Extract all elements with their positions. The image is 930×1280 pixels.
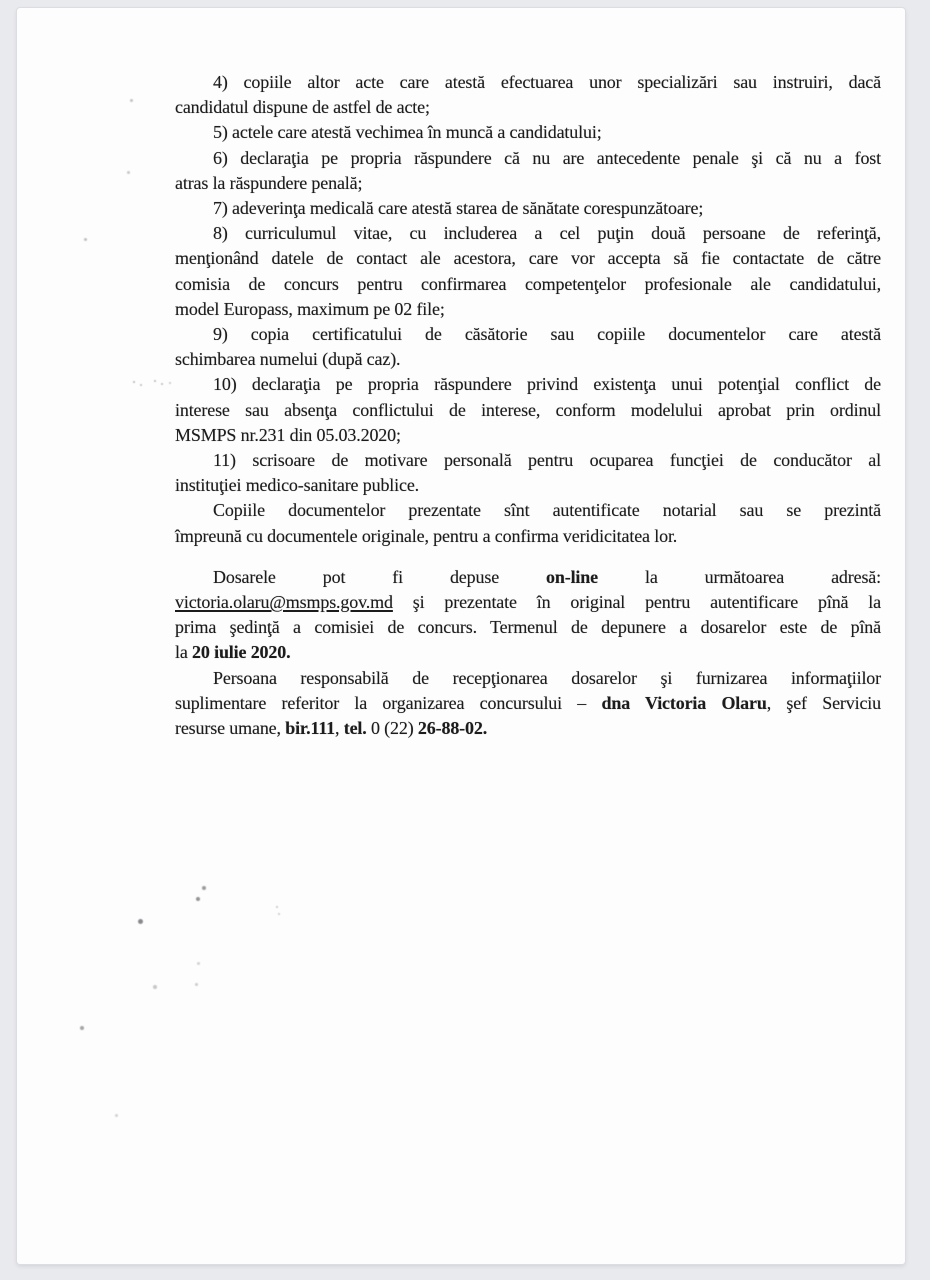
text-segment: 20 iulie 2020. — [192, 642, 291, 663]
scan-speckle — [130, 99, 133, 102]
text-line-1 — [175, 70, 881, 95]
scan-speckle — [278, 913, 280, 915]
text-segment: 6) declaraţia pe propria răspundere că nu are antecedente penale şi că nu a fost — [213, 147, 881, 168]
scan-speckle — [115, 1114, 118, 1117]
text-line-19 — [175, 524, 881, 549]
scan-speckle — [202, 886, 206, 890]
text-segment: prima şedinţă a comisiei de concurs. Termenul de depunere a dosarelor este de pînă — [175, 617, 881, 638]
document-text-block — [175, 70, 881, 741]
text-segment: candidatul dispune de astfel de acte; — [175, 97, 430, 118]
text-segment: dna Victoria Olaru — [601, 692, 767, 713]
text-segment: tel. — [343, 718, 367, 739]
text-segment: MSMPS nr.231 din 05.03.2020; — [175, 424, 401, 445]
scan-speckle — [276, 906, 278, 908]
text-segment: 10) declaraţia pe propria răspundere privind existenţa unui potenţial conflict de — [213, 374, 881, 395]
text-segment: , şef Serviciu — [766, 692, 881, 713]
text-segment: 26-88-02. — [417, 718, 488, 739]
text-segment: atras la răspundere penală; — [175, 172, 363, 193]
text-line-21 — [175, 590, 881, 615]
text-line-12 — [175, 347, 881, 372]
text-line-4 — [175, 146, 881, 171]
text-segment: Persoana responsabilă de recepţionarea dosarelor şi furnizarea informaţiilor — [213, 667, 881, 688]
text-segment: împreună cu documentele originale, pentru a confirma veridicitatea lor. — [175, 525, 678, 546]
text-segment: menţionând datele de contact ale acestora, care vor accepta să fie contactate de către — [175, 248, 881, 269]
scan-speckle — [197, 962, 200, 965]
scan-speckle — [138, 919, 143, 924]
document-page — [17, 8, 905, 1264]
text-line-2 — [175, 95, 881, 120]
text-line-16 — [175, 448, 881, 473]
text-line-6 — [175, 196, 881, 221]
text-line-20 — [175, 565, 881, 590]
text-segment: , — [335, 718, 344, 739]
text-line-10 — [175, 297, 881, 322]
scan-speckle — [196, 897, 200, 901]
scan-speckle — [127, 171, 130, 174]
text-line-14 — [175, 398, 881, 423]
text-segment: interese sau absenţa conflictului de interese, conform modelului aprobat prin ordinul — [175, 399, 881, 420]
text-segment: 8) curriculumul vitae, cu includerea a cel puţin două persoane de referinţă, — [213, 223, 881, 244]
text-segment: la — [175, 642, 193, 663]
text-line-22 — [175, 615, 881, 640]
text-segment: Copiile documentelor prezentate sînt autentificate notarial sau se prezintă — [213, 500, 881, 521]
text-segment: 11) scrisoare de motivare personală pentru ocuparea funcţiei de conducător al — [213, 450, 881, 471]
text-segment: bir.111 — [285, 718, 336, 739]
scan-speckle — [154, 380, 156, 382]
text-line-15 — [175, 423, 881, 448]
text-segment: schimbarea numelui (după caz). — [175, 349, 401, 370]
text-segment: model Europass, maximum pe 02 file; — [175, 298, 445, 319]
text-line-26 — [175, 716, 881, 741]
text-segment: 0 (22) — [366, 718, 418, 739]
text-segment: comisia de concurs pentru confirmarea competenţelor profesionale ale candidatului, — [175, 273, 881, 294]
text-segment: 5) actele care atestă vechimea în muncă a candidatului; — [213, 122, 602, 143]
text-line-13 — [175, 372, 881, 397]
text-segment: resurse umane, — [175, 718, 286, 739]
text-line-11 — [175, 322, 881, 347]
text-segment: on-line — [546, 566, 598, 587]
scan-speckle — [563, 133, 566, 136]
text-segment: 4) copiile altor acte care atestă efectuarea unor specializări sau instruiri, dacă — [213, 72, 881, 92]
text-segment: 9) copia certificatului de căsătorie sau copiile documentelor care atestă — [213, 324, 881, 345]
text-line-3 — [175, 120, 881, 145]
text-line-23 — [175, 640, 881, 665]
text-line-25 — [175, 691, 881, 716]
scan-speckle — [80, 1026, 84, 1030]
text-segment: 7) adeverinţa medicală care atestă starea de sănătate corespunzătoare; — [213, 198, 704, 219]
scan-speckle — [140, 384, 142, 386]
text-segment: instituţiei medico-sanitare publice. — [175, 475, 420, 496]
scan-speckle — [84, 238, 87, 241]
text-segment: Dosarele pot fi depuse — [213, 566, 547, 587]
text-line-8 — [175, 246, 881, 271]
email-text: victoria.olaru@msmps.gov.md — [175, 592, 393, 613]
scan-speckle — [153, 985, 157, 989]
scan-speckle — [195, 983, 198, 986]
text-segment: şi prezentate în original pentru autentificare pînă la — [392, 592, 881, 613]
text-segment: suplimentare referitor la organizarea concursului – — [175, 692, 602, 713]
text-line-9 — [175, 272, 881, 297]
text-line-18 — [175, 498, 881, 523]
scan-speckle — [133, 381, 135, 383]
text-line-5 — [175, 171, 881, 196]
text-line-24 — [175, 666, 881, 691]
scan-speckle — [169, 382, 171, 384]
text-segment: la următoarea adresă: — [598, 566, 882, 587]
text-line-7 — [175, 221, 881, 246]
scan-speckle — [161, 383, 163, 385]
text-line-17 — [175, 473, 881, 498]
